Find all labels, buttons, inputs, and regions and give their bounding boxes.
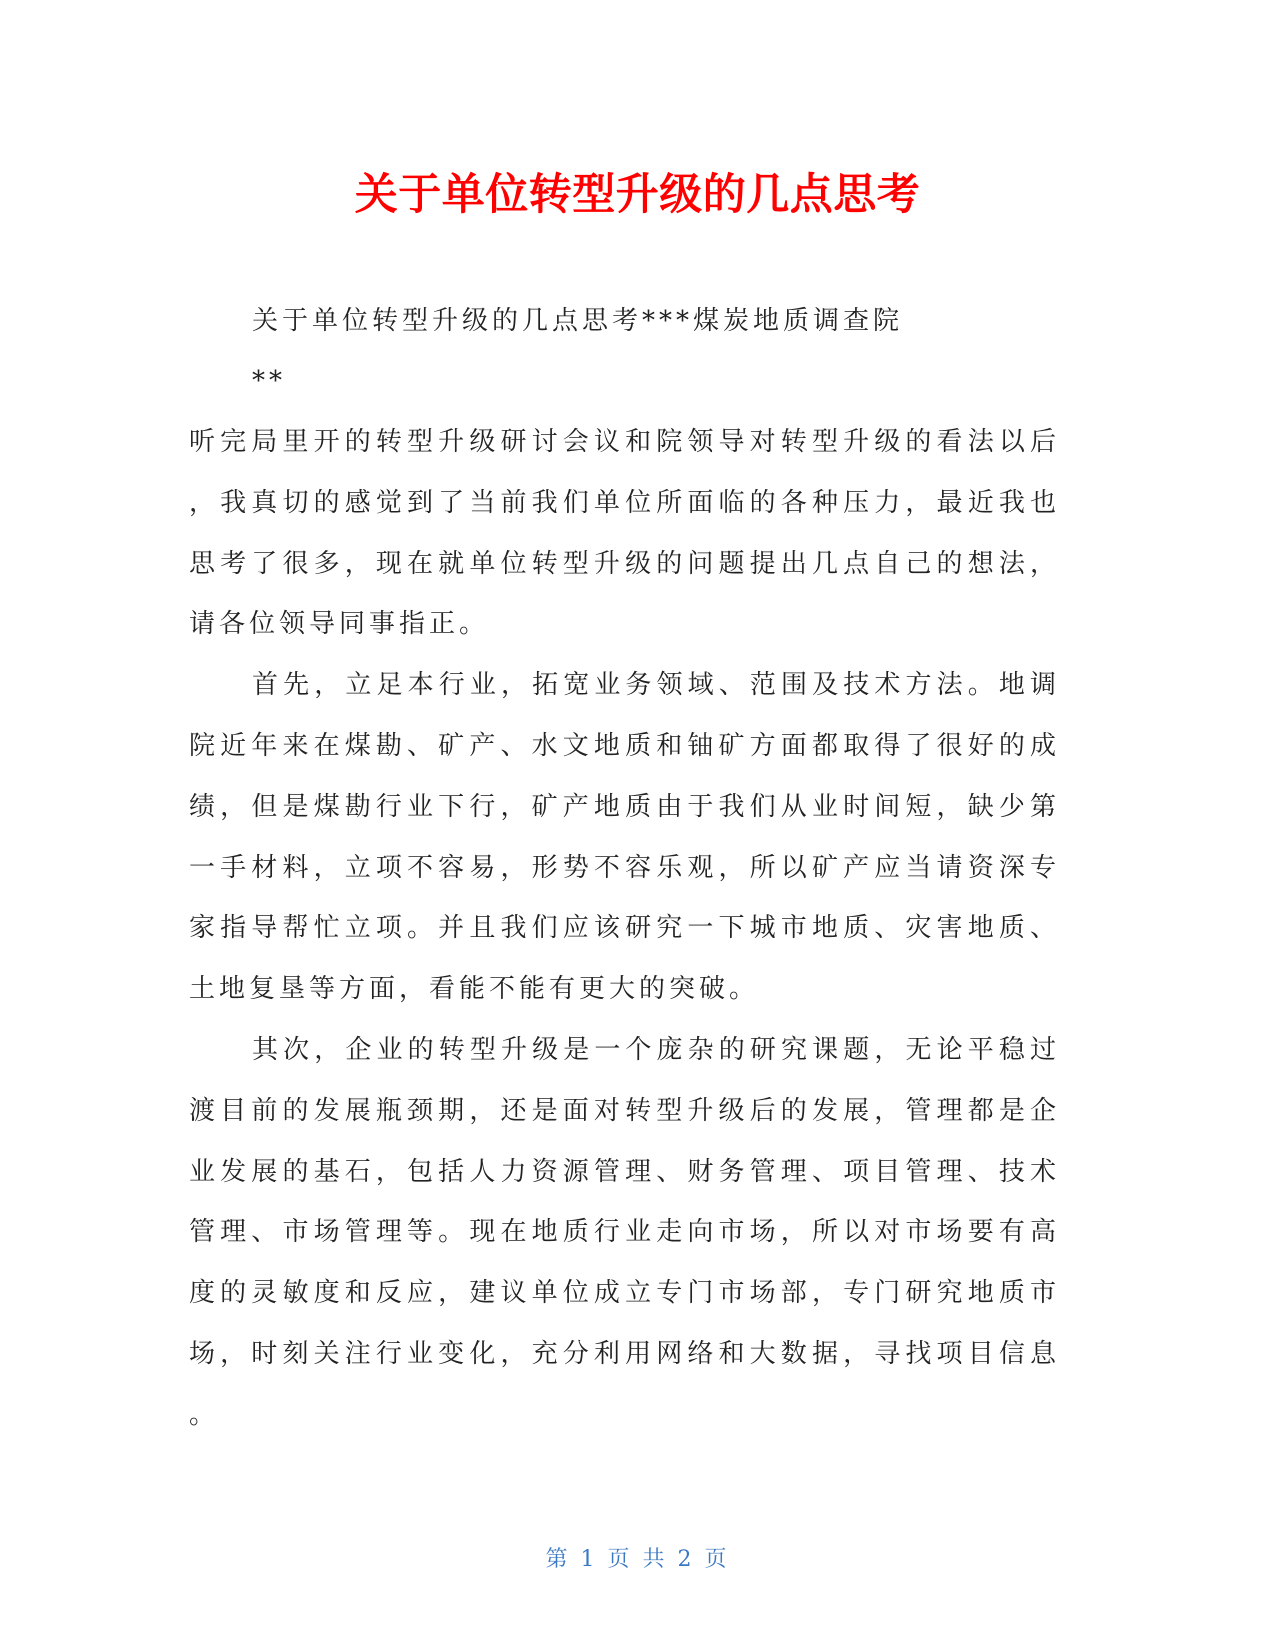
paragraph-first-point <box>189 655 1060 1020</box>
page-footer: 第 1 页 共 2 页 <box>545 1547 730 1572</box>
document-body <box>189 291 1060 1446</box>
text-line: 业发展的基石，包括人力资源管理、财务管理、项目管理、技术 <box>189 1156 1060 1187</box>
text-line: 思考了很多，现在就单位转型升级的问题提出几点自己的想法， <box>189 548 1060 579</box>
text-line: 。 <box>189 1399 220 1430</box>
text-line: ** <box>252 366 286 397</box>
text-line: ，我真切的感觉到了当前我们单位所面临的各种压力，最近我也 <box>189 487 1060 518</box>
text-line: 首先，立足本行业，拓宽业务领域、范围及技术方法。地调 <box>252 670 1060 701</box>
text-line: 管理、市场管理等。现在地质行业走向市场，所以对市场要有高 <box>189 1217 1060 1248</box>
text-line: 请各位领导同事指正。 <box>189 609 490 640</box>
paragraph-author <box>189 351 1060 412</box>
text-line: 绩，但是煤勘行业下行，矿产地质由于我们从业时间短，缺少第 <box>189 791 1060 822</box>
text-line: 其次，企业的转型升级是一个庞杂的研究课题，无论平稳过 <box>252 1035 1060 1066</box>
document-title: 关于单位转型升级的几点思考 <box>354 170 921 220</box>
text-line: 一手材料，立项不容易，形势不容乐观，所以矿产应当请资深专 <box>189 852 1060 883</box>
text-line: 渡目前的发展瓶颈期，还是面对转型升级后的发展，管理都是企 <box>189 1095 1060 1126</box>
text-line: 家指导帮忙立项。并且我们应该研究一下城市地质、灾害地质、 <box>189 913 1060 944</box>
paragraph-subtitle <box>189 291 1060 352</box>
text-line: 关于单位转型升级的几点思考***煤炭地质调查院 <box>252 305 904 336</box>
paragraph-intro <box>189 412 1060 655</box>
text-line: 度的灵敏度和反应，建议单位成立专门市场部，专门研究地质市 <box>189 1278 1060 1309</box>
paragraph-second-point <box>189 1020 1060 1446</box>
text-line: 土地复垦等方面，看能不能有更大的突破。 <box>189 974 760 1005</box>
text-line: 院近年来在煤勘、矿产、水文地质和铀矿方面都取得了很好的成 <box>189 731 1060 762</box>
text-line: 场，时刻关注行业变化，充分利用网络和大数据，寻找项目信息 <box>189 1339 1060 1370</box>
text-line: 听完局里开的转型升级研讨会议和院领导对转型升级的看法以后 <box>189 427 1060 458</box>
